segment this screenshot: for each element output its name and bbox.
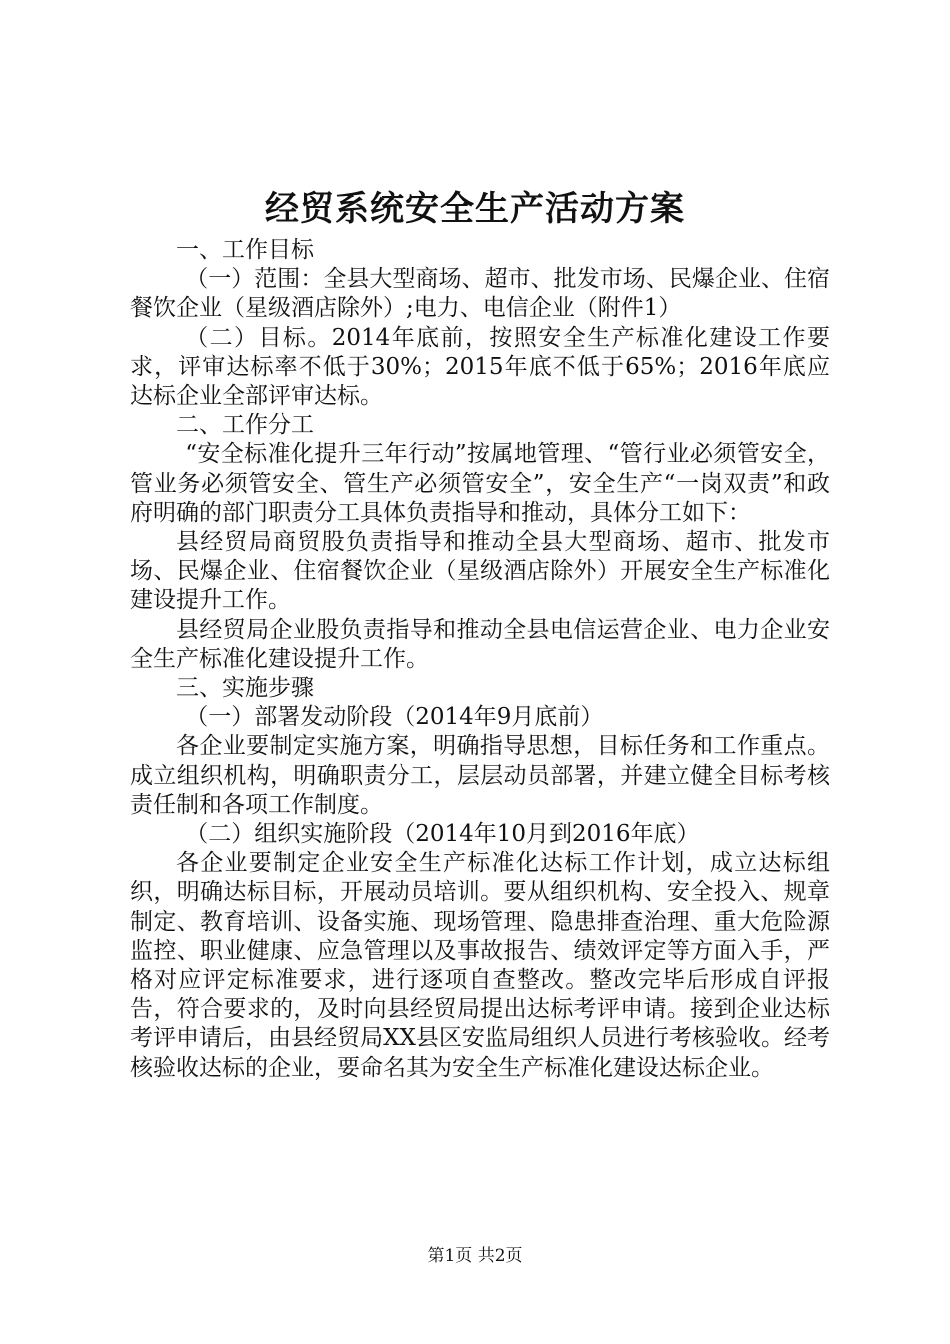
document-body xyxy=(130,236,830,1083)
body-paragraph: “安全标准化提升三年行动”按属地管理、“管行业必须管安全，管业务必须管安全、管生产必须管安全”，安全生产“一岗双责”和政府明确的部门职责分工具体负责指导和推动，具体分工如下： xyxy=(130,441,830,526)
section-heading: 三、实施步骤 xyxy=(176,675,314,702)
body-paragraph: （一）范围：全县大型商场、超市、批发市场、民爆企业、住宿餐饮企业（星级酒店除外）;电力、电信企业（附件1） xyxy=(130,266,830,322)
body-paragraph: 各企业要制定实施方案，明确指导思想，目标任务和工作重点。成立组织机构，明确职责分工，层层动员部署，并建立健全目标考核责任制和各项工作制度。 xyxy=(130,733,830,818)
page-number-footer: 第1页 共2页 xyxy=(427,1246,523,1266)
body-paragraph: 各企业要制定企业安全生产标准化达标工作计划，成立达标组织，明确达标目标，开展动员培训。要从组织机构、安全投入、规章制定、教育培训、设备实施、现场管理、隐患排查治理、重大危险源监控、职业健康、应急管理以及事故报告、绩效评定等方面入手，严格对应评定标准要求，进行逐项自查整改。整改完毕后形成自评报告，符合要求的，及时向县经贸局提出达标考评申请。接到企业达标考评申请后，由县经贸局XX县区安监局组织人员进行考核验收。经考核验收达标的企业，要命名其为安全生产标准化建设达标企业。 xyxy=(130,850,830,1081)
subsection-heading: （二）组织实施阶段（2014年10月到2016年底） xyxy=(185,821,700,848)
document-title: 经贸系统安全生产活动方案 xyxy=(265,189,685,229)
subsection-heading: （一）部署发动阶段（2014年9月底前） xyxy=(185,704,604,731)
section-heading: 一、工作目标 xyxy=(176,237,314,263)
body-paragraph: （二）目标。2014年底前，按照安全生产标准化建设工作要求，评审达标率不低于30%；2015年底不低于65%；2016年底应达标企业全部评审达标。 xyxy=(130,324,830,410)
body-paragraph: 县经贸局企业股负责指导和推动全县电信运营企业、电力企业安全生产标准化建设提升工作。 xyxy=(130,616,830,672)
section-heading: 二、工作分工 xyxy=(176,412,314,439)
body-paragraph: 县经贸局商贸股负责指导和推动全县大型商场、超市、批发市场、民爆企业、住宿餐饮企业（星级酒店除外）开展安全生产标准化建设提升工作。 xyxy=(130,529,830,614)
